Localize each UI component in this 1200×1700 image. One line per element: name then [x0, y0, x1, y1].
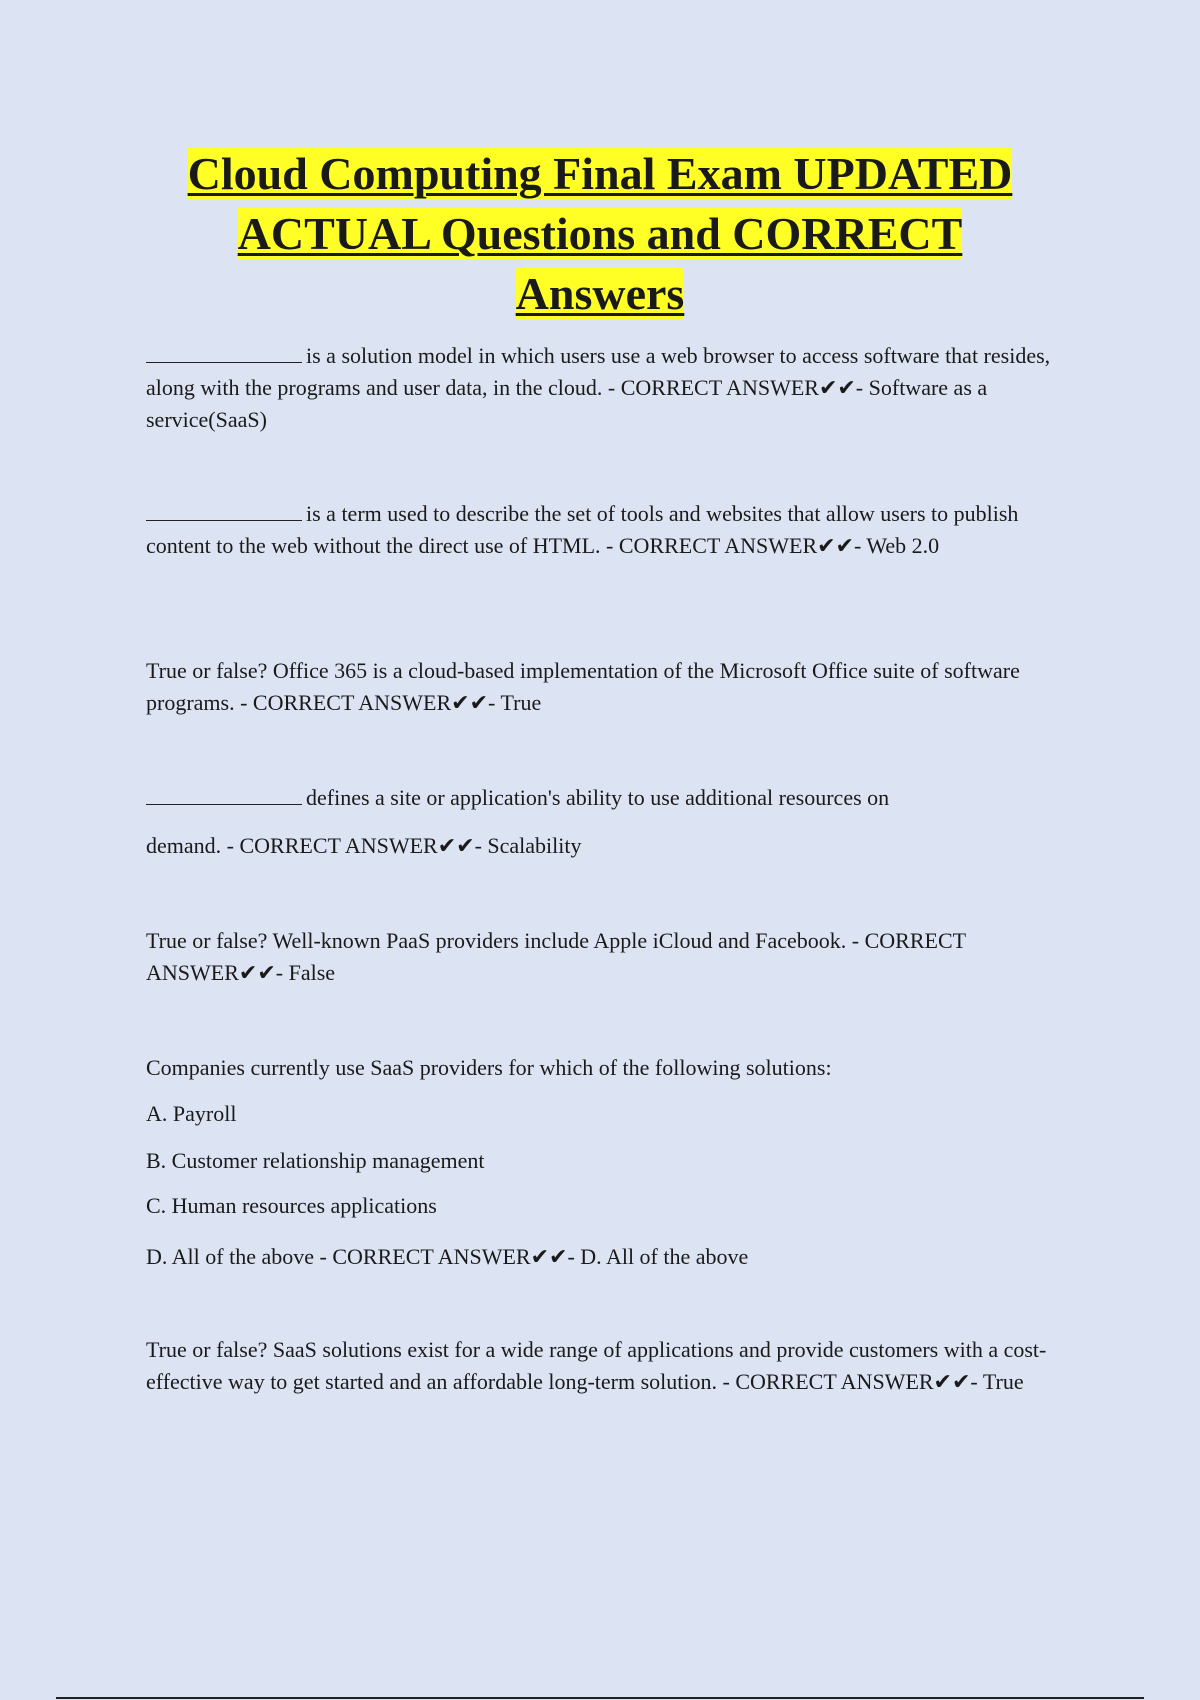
document-title — [100, 144, 1100, 324]
qa-item-4-line-1 — [146, 782, 1066, 814]
qa-item-7 — [146, 1334, 1066, 1398]
page-bottom-rule — [56, 1697, 1144, 1699]
title-line-1: Cloud Computing Final Exam UPDATED — [187, 148, 1013, 199]
option-b: B. Customer relationship management — [146, 1148, 485, 1173]
qa-text-1: is a solution model in which users use a web browser to access software that resides, along with the programs and user data, in the cloud. - CORRECT ANSWER✔✔- Software as a service(SaaS) — [146, 343, 1051, 432]
qa-text-4a: defines a site or application's ability to use additional resources on — [306, 785, 890, 810]
fill-in-blank — [146, 782, 302, 805]
fill-in-blank — [146, 498, 302, 521]
option-c: C. Human resources applications — [146, 1193, 437, 1218]
qa-item-5 — [146, 925, 1066, 989]
option-a: A. Payroll — [146, 1101, 237, 1126]
qa-text-7: True or false? SaaS solutions exist for a wide range of applications and provide customers with a cost-effective way to get started and an affordable long-term solution. - CORRECT ANSWER✔✔- True — [146, 1337, 1047, 1394]
title-line-2: ACTUAL Questions and CORRECT — [237, 208, 963, 259]
qa-text-4b: demand. - CORRECT ANSWER✔✔- Scalability — [146, 833, 582, 858]
qa-text-3: True or false? Office 365 is a cloud-based implementation of the Microsoft Office suite of software programs. - CORRECT ANSWER✔✔- True — [146, 658, 1020, 715]
title-line-3: Answers — [515, 268, 685, 319]
fill-in-blank — [146, 340, 302, 363]
qa-text-2: is a term used to describe the set of tools and websites that allow users to publish content to the web without the direct use of HTML. - CORRECT ANSWER✔✔- Web 2.0 — [146, 501, 1019, 558]
qa-item-1 — [146, 340, 1066, 436]
qa-item-6-intro: Companies currently use SaaS providers for which of the following solutions: — [146, 1055, 832, 1080]
option-d: D. All of the above - CORRECT ANSWER✔✔- D. All of the above — [146, 1244, 749, 1269]
qa-item-2 — [146, 498, 1066, 562]
qa-item-3 — [146, 655, 1066, 719]
qa-item-4-line-2 — [146, 830, 1066, 862]
qa-text-5: True or false? Well-known PaaS providers include Apple iCloud and Facebook. - CORRECT ANSWER✔✔- False — [146, 928, 966, 985]
